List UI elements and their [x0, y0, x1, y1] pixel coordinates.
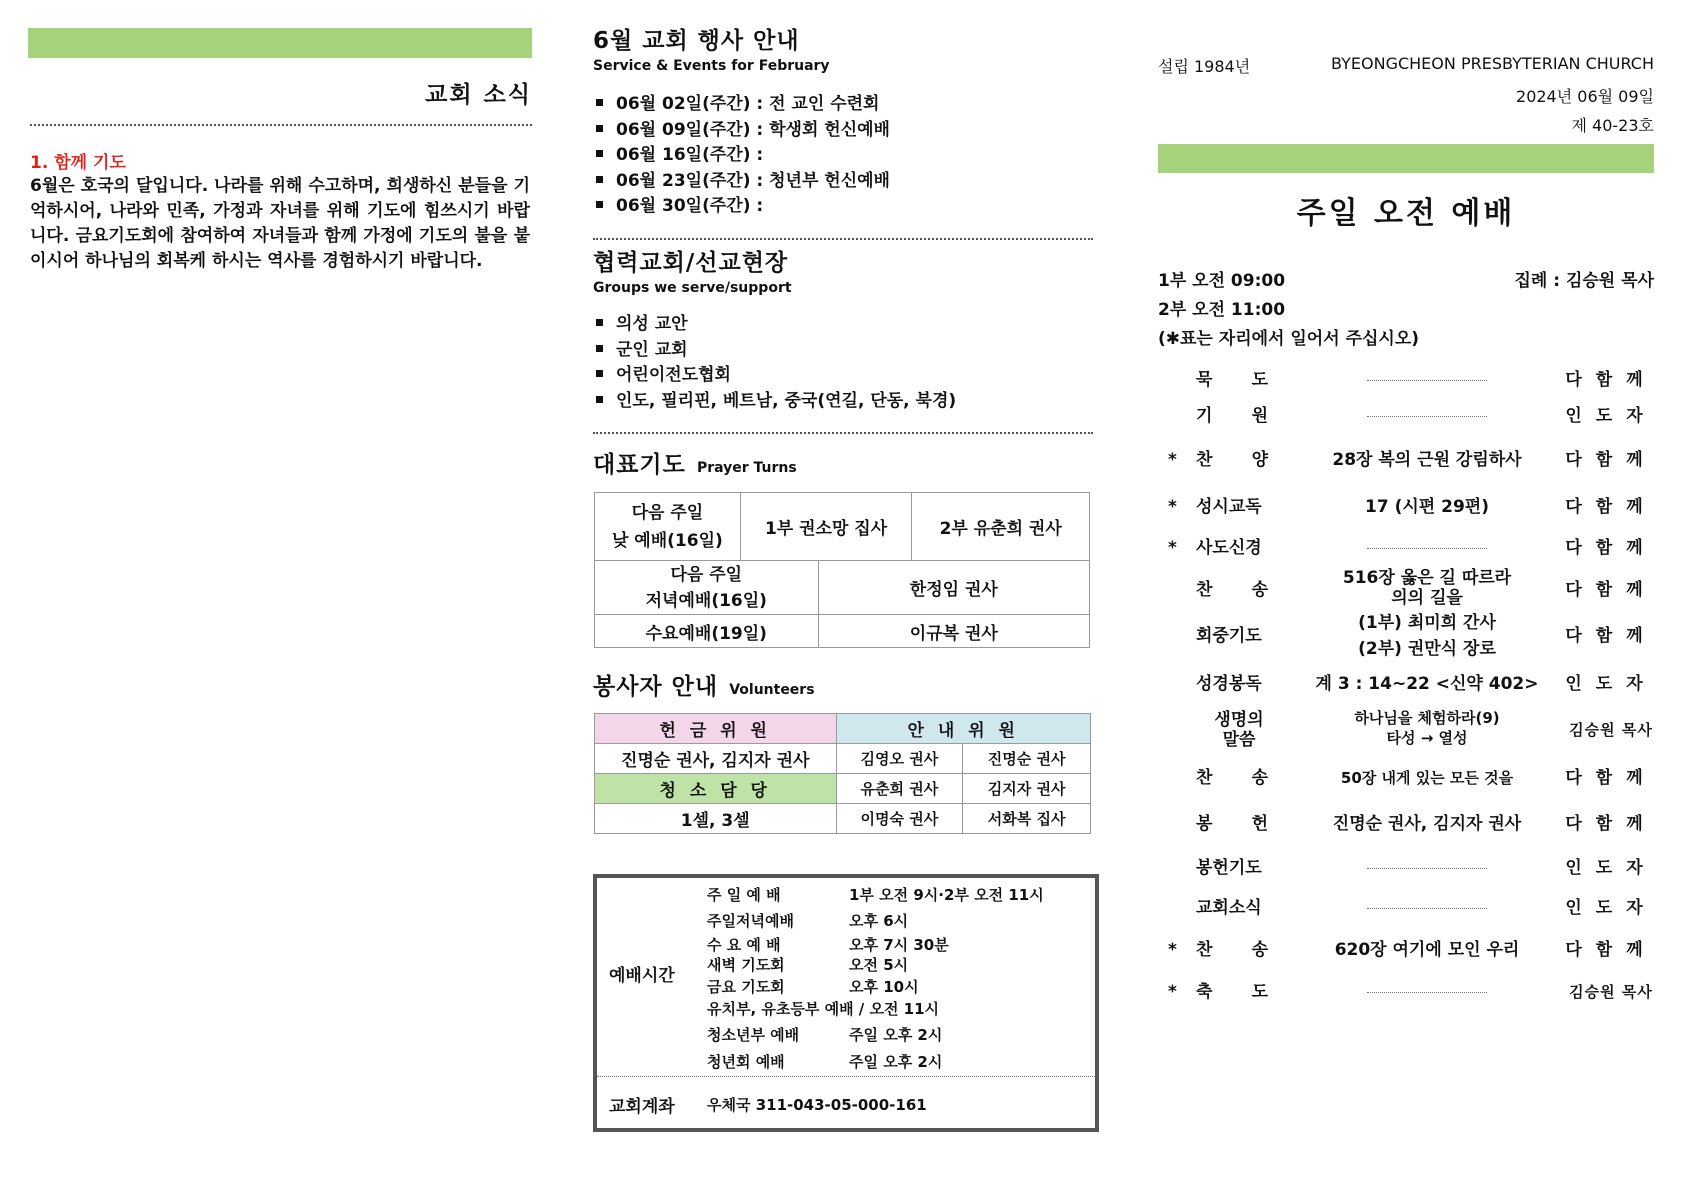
- schedule-row-time: 오후 7시 30분: [849, 936, 949, 954]
- table-row: [595, 804, 1091, 834]
- prayer-row3-label: 수요예배(19일): [595, 615, 819, 648]
- account-label: 교회계좌: [609, 1097, 675, 1117]
- placeholder-dash: [1367, 908, 1487, 909]
- order-item-performer: 다함께: [1565, 940, 1657, 960]
- usher-header: 안 내 위 원: [836, 714, 1091, 744]
- news-item-heading: 1. 함께 기도: [30, 153, 126, 173]
- news-item-body: 6월은 호국의 달입니다. 나라를 위해 수고하며, 희생하신 분들을 기억하시어, 나라와 민족, 가정과 자녀를 위해 기도에 힘쓰시기 바랍니다. 금요기도회에 참여하여 자녀들과 함께 가정에 기도의 불을 붙이시어 하나님의 회복케 하시는 역사를 경험하시기 바랍니다.: [30, 176, 530, 271]
- order-item-performer: 인도자: [1565, 898, 1657, 918]
- service-time-2: 2부 오전 11:00: [1158, 300, 1286, 320]
- order-item-name: 생명의 말씀: [1214, 710, 1264, 750]
- standing-marker: *: [1168, 538, 1177, 558]
- order-item-performer: 다함께: [1565, 370, 1657, 390]
- table-row: [595, 615, 1090, 648]
- schedule-row-time: 주일 오후 2시: [849, 1053, 943, 1071]
- schedule-divider: [597, 1076, 1095, 1077]
- events-subtitle: Service & Events for February: [593, 58, 830, 74]
- placeholder-dash: [1367, 416, 1487, 417]
- order-item-name: 성시교독: [1196, 497, 1262, 517]
- prayer-heading: [593, 446, 797, 479]
- standing-marker: *: [1168, 982, 1177, 1002]
- standing-marker: *: [1168, 450, 1177, 470]
- partners-divider: [593, 432, 1093, 434]
- service-time-1: 1부 오전 09:00: [1158, 271, 1286, 291]
- order-item-performer: 다함께: [1565, 497, 1657, 517]
- cleaning-value: 1셀, 3셀: [595, 804, 837, 834]
- table-row: [595, 561, 1090, 615]
- order-item-performer: 다함께: [1565, 538, 1657, 558]
- bullet-icon: [596, 150, 603, 157]
- partners-list: [593, 312, 956, 414]
- events-title: 6월 교회 행사 안내: [593, 28, 800, 54]
- order-row: [1158, 890, 1657, 926]
- list-item: 06월 30일(주간) :: [593, 194, 890, 220]
- service-leader: 집례 : 김승원 목사: [1514, 271, 1654, 291]
- order-item-detail: [1298, 530, 1556, 566]
- table-row: [595, 714, 1091, 744]
- schedule-label: 예배시간: [609, 966, 675, 986]
- bullet-icon: [596, 370, 603, 377]
- order-row: [1158, 932, 1657, 968]
- usher-cell: 진명순 권사: [963, 744, 1091, 774]
- partners-subtitle: Groups we serve/support: [593, 280, 792, 296]
- order-item-performer: 인도자: [1565, 674, 1657, 694]
- bullet-icon: [596, 201, 603, 208]
- order-item-performer: 다함께: [1565, 580, 1657, 600]
- prayer-title: 대표기도: [593, 452, 686, 478]
- order-row: [1158, 974, 1654, 1010]
- schedule-row-name: 유치부, 유초등부 예배 / 오전 11시: [707, 1000, 940, 1018]
- placeholder-dash: [1367, 868, 1487, 869]
- schedule-row-name: 주 일 예 배: [707, 886, 781, 904]
- order-item-name: 찬 송: [1196, 768, 1268, 788]
- founded-year: 설립 1984년: [1158, 57, 1251, 76]
- volunteers-title: 봉사자 안내: [593, 674, 719, 700]
- order-item-name: 기 원: [1196, 406, 1268, 426]
- table-row: [595, 493, 1090, 561]
- order-item-detail: 계 3 : 14~22 <신약 402>: [1315, 674, 1539, 694]
- table-row: [595, 744, 1091, 774]
- order-item-name: 찬 송: [1196, 940, 1268, 960]
- prayer-row2-value: 한정임 권사: [818, 561, 1089, 615]
- order-item-detail: 진명순 권사, 김지자 권사: [1332, 814, 1522, 834]
- prayer-row3-value: 이규복 권사: [818, 615, 1089, 648]
- order-item-performer: 김승원 목사: [1569, 983, 1653, 1001]
- order-row: [1158, 530, 1657, 566]
- order-item-name: 회중기도: [1196, 626, 1262, 646]
- schedule-row-name: 청년회 예배: [707, 1053, 785, 1071]
- schedule-row-time: 1부 오전 9시·2부 오전 11시: [849, 886, 1044, 904]
- usher-cell: 서화복 집사: [963, 804, 1091, 834]
- schedule-row-time: 오전 5시: [849, 956, 909, 974]
- list-item: 06월 02일(주간) : 전 교인 수련회: [593, 92, 890, 118]
- schedule-row-name: 주일저녁예배: [707, 912, 794, 930]
- schedule-row-time: 오후 6시: [849, 912, 909, 930]
- order-row: [1158, 760, 1657, 796]
- order-item-detail: 17 (시편 29편): [1365, 497, 1489, 517]
- order-row: [1158, 666, 1657, 702]
- prayer-row1-second: 2부 유춘희 권사: [912, 493, 1090, 561]
- schedule-row-name: 수 요 예 배: [707, 936, 781, 954]
- order-item-performer: 김승원 목사: [1569, 721, 1653, 739]
- order-item-detail: 50장 내게 있는 모든 것을: [1340, 769, 1514, 787]
- order-row: [1158, 806, 1657, 842]
- order-item-name: 봉 헌: [1196, 814, 1268, 834]
- order-row: [1158, 489, 1657, 525]
- schedule-row-time: 오후 10시: [849, 978, 919, 996]
- volunteers-table: [594, 713, 1091, 834]
- news-divider: [30, 124, 532, 126]
- service-header-bar: [1158, 144, 1654, 173]
- order-item-detail: (1부) 최미희 간사 (2부) 권만식 장로: [1358, 613, 1496, 659]
- list-item: 군인 교회: [593, 338, 956, 364]
- bullet-icon: [596, 125, 603, 132]
- prayer-row1-label: 다음 주일 낮 예배(16일): [595, 493, 741, 561]
- bullet-icon: [596, 396, 603, 403]
- standing-marker: *: [1168, 940, 1177, 960]
- usher-cell: 이명숙 권사: [836, 804, 963, 834]
- prayer-table: [594, 492, 1090, 648]
- placeholder-dash: [1367, 380, 1487, 381]
- events-list: [593, 92, 890, 220]
- prayer-row2-label: 다음 주일 저녁예배(16일): [595, 561, 819, 615]
- volunteers-subtitle: Volunteers: [729, 682, 815, 698]
- list-item: 06월 16일(주간) :: [593, 143, 890, 169]
- order-item-detail: 28장 복의 근원 강림하사: [1332, 450, 1522, 470]
- standing-note: (✱표는 자리에서 일어서 주십시오): [1158, 329, 1420, 349]
- schedule-row-time: 주일 오후 2시: [849, 1026, 943, 1044]
- church-name: BYEONGCHEON PRESBYTERIAN CHURCH: [1331, 54, 1654, 73]
- events-divider: [593, 238, 1093, 240]
- news-header-bar: [28, 28, 532, 58]
- bulletin-issue: 제 40-23호: [1571, 116, 1654, 135]
- table-row: [595, 774, 1091, 804]
- order-row: [1158, 568, 1657, 608]
- order-item-performer: 다함께: [1565, 814, 1657, 834]
- order-item-detail: 하나님을 체험하라(9) 타성 → 열성: [1354, 709, 1500, 747]
- order-item-detail: [1298, 850, 1556, 886]
- service-title: 주일 오전 예배: [1296, 196, 1516, 231]
- standing-marker: *: [1168, 497, 1177, 517]
- schedule-row-name: 청소년부 예배: [707, 1026, 800, 1044]
- bullet-icon: [596, 176, 603, 183]
- order-row: [1158, 398, 1657, 434]
- placeholder-dash: [1367, 992, 1487, 993]
- order-item-detail: [1298, 362, 1556, 398]
- list-item: 어린이전도협회: [593, 363, 956, 389]
- order-item-performer: 다함께: [1565, 450, 1657, 470]
- order-item-name: 묵 도: [1196, 370, 1268, 390]
- bulletin-date: 2024년 06월 09일: [1516, 87, 1654, 106]
- offering-names: 진명순 권사, 김지자 권사: [595, 744, 837, 774]
- prayer-row1-first: 1부 권소망 집사: [740, 493, 912, 561]
- bullet-icon: [596, 319, 603, 326]
- account-value: 우체국 311-043-05-000-161: [707, 1096, 927, 1114]
- order-item-performer: 인도자: [1565, 858, 1657, 878]
- usher-cell: 김영오 권사: [836, 744, 963, 774]
- usher-cell: 유춘희 권사: [836, 774, 963, 804]
- schedule-row-name: 금요 기도회: [707, 978, 785, 996]
- placeholder-dash: [1367, 548, 1487, 549]
- order-item-performer: 인도자: [1565, 406, 1657, 426]
- order-row: [1158, 362, 1657, 398]
- prayer-subtitle: Prayer Turns: [696, 460, 797, 476]
- order-item-name: 찬 양: [1196, 450, 1268, 470]
- list-item: 인도, 필리핀, 베트남, 중국(연길, 단동, 북경): [593, 389, 956, 415]
- partners-title: 협력교회/선교현장: [593, 250, 789, 276]
- order-item-detail: [1298, 398, 1556, 434]
- order-item-name: 축 도: [1196, 982, 1268, 1002]
- volunteers-heading: [593, 668, 815, 701]
- usher-cell: 김지자 권사: [963, 774, 1091, 804]
- order-row: [1158, 850, 1657, 886]
- order-item-detail: 516장 옳은 길 따르라 의의 길을: [1342, 568, 1512, 608]
- schedule-row-name: 새벽 기도회: [707, 956, 785, 974]
- order-item-name: 봉헌기도: [1196, 858, 1262, 878]
- news-title: 교회 소식: [425, 82, 532, 108]
- bullet-icon: [596, 99, 603, 106]
- order-item-name: 사도신경: [1196, 538, 1262, 558]
- order-item-detail: [1298, 974, 1556, 1010]
- order-row: [1158, 442, 1657, 478]
- order-item-name: 성경봉독: [1196, 674, 1262, 694]
- cleaning-header: 청 소 담 당: [595, 774, 837, 804]
- order-item-name: 교회소식: [1196, 898, 1262, 918]
- list-item: 06월 23일(주간) : 청년부 헌신예배: [593, 169, 890, 195]
- list-item: 06월 09일(주간) : 학생회 헌신예배: [593, 118, 890, 144]
- worship-times-box: [593, 874, 1099, 1132]
- bullet-icon: [596, 345, 603, 352]
- order-item-name: 찬 송: [1196, 580, 1268, 600]
- offering-header: 헌 금 위 원: [595, 714, 837, 744]
- order-item-detail: [1298, 890, 1556, 926]
- order-row: [1158, 709, 1654, 750]
- order-row: [1158, 613, 1657, 659]
- order-item-performer: 다함께: [1565, 626, 1657, 646]
- order-item-detail: 620장 여기에 모인 우리: [1334, 940, 1520, 960]
- order-item-performer: 다함께: [1565, 768, 1657, 788]
- list-item: 의성 교안: [593, 312, 956, 338]
